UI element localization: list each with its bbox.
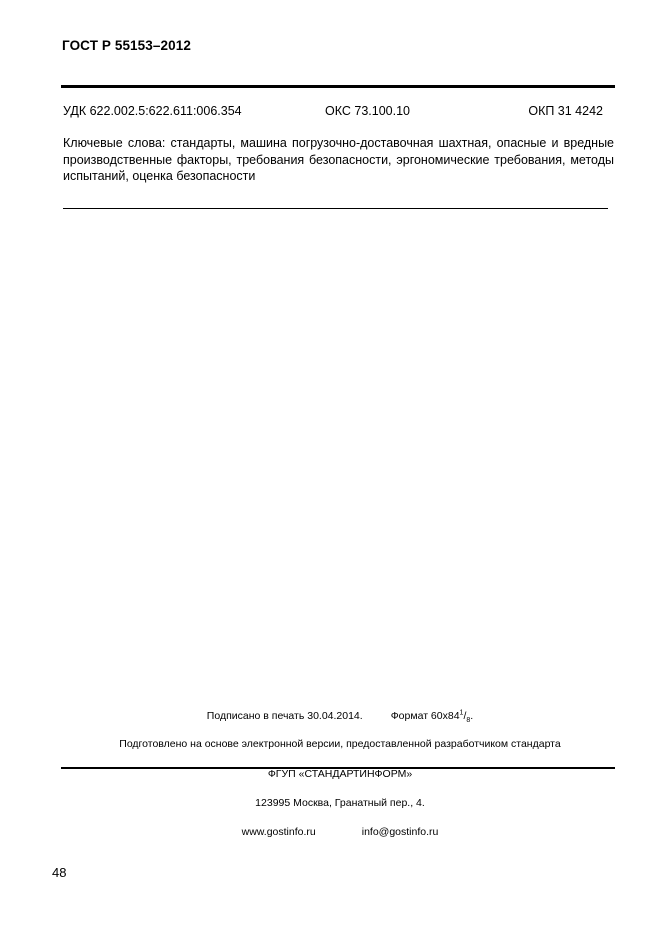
print-format-denominator: 8: [466, 717, 471, 725]
prepared-note: Подготовлено на основе электронной версии, предоставленной разработчиком стандарта: [119, 738, 561, 750]
oks-code: ОКС 73.100.10: [325, 104, 410, 118]
keywords-paragraph: Ключевые слова: стандарты, машина погрузочно-доставочная шахтная, опасные и вредные производственные факторы, требования безопасности, эргономические требования, методы испытаний, оценка безопасности: [63, 136, 614, 183]
publisher-name: ФГУП «СТАНДАРТИНФОРМ»: [267, 768, 413, 780]
print-format: Формат $60x84^1/_8$.: [390, 709, 474, 725]
header-divider: [61, 85, 615, 88]
document-standard-number: ГОСТ Р 55153–2012: [62, 38, 191, 53]
keywords-divider: [63, 208, 608, 209]
print-format-end: .: [470, 710, 474, 722]
publisher-contacts: [60, 826, 620, 838]
okp-code: ОКП 31 4242: [528, 104, 603, 118]
signed-for-print-line: [60, 709, 620, 725]
publisher-address: 123995 Москва, Гранатный пер., 4.: [255, 797, 425, 809]
page-number: 48: [52, 865, 67, 880]
udk-code: УДК 622.002.5:622.611:006.354: [63, 104, 242, 118]
website-link[interactable]: www.gostinfo.ru: [241, 826, 316, 838]
email-link[interactable]: info@gostinfo.ru: [361, 826, 439, 838]
signed-date: Подписано в печать 30.04.2014.: [206, 710, 363, 722]
print-format-label: Формат 60x84: [390, 710, 460, 722]
print-format-numerator: 1: [459, 709, 464, 717]
